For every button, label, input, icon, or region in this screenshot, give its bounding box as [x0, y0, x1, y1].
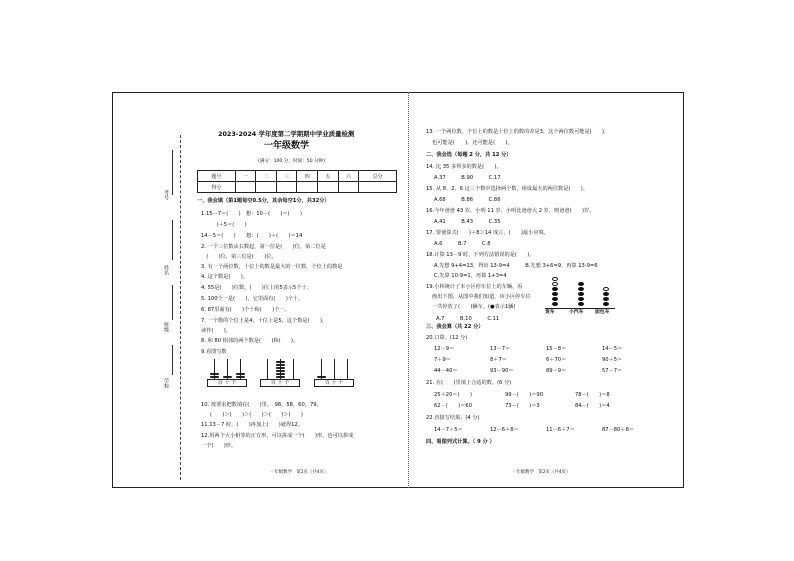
fill-item: 99－( )＝90 [505, 392, 543, 398]
fill-item: 25＋20＝( ) [434, 392, 472, 398]
section-3-heading: 三、我会算（共 22 分） [426, 324, 484, 330]
abacus-bead [236, 376, 245, 379]
question-16-options: A.41 B.43 C.35 [434, 219, 501, 225]
pictograph-marker [603, 302, 609, 306]
abacus-base [260, 379, 300, 387]
direct-item: 14－7＋5＝ [434, 427, 463, 433]
calc-item: 44－40＝ [434, 368, 458, 374]
pictograph-marker [552, 297, 558, 301]
question-22: 22.直接写结果。(4 分) [426, 415, 480, 421]
score-header-cell: 六 [338, 171, 359, 182]
direct-item: 12－6＋8＝ [490, 427, 519, 433]
question-20: 20.口算。(12 分) [426, 335, 468, 341]
question-18: 18.计算 13－9 时，下列方法错误的是( )。 [426, 252, 535, 258]
exam-subject: 一年级数学 [264, 141, 310, 151]
abacus-label: 个 [338, 380, 344, 386]
question-15-options: A.68 B.86 C.86 [434, 197, 501, 203]
abacus-label: 十 [331, 380, 337, 386]
abacus-base [314, 379, 354, 387]
pictograph-label: 货车 [545, 310, 555, 315]
question-line: 8. 和 80 相邻的两个数是( )和( )。 [201, 338, 299, 344]
abacus-label: 百 [217, 380, 223, 386]
binding-label-name: 姓名 [163, 265, 169, 275]
score-header-cell: 五 [318, 171, 339, 182]
question-line: 3. 有一个两位数，十位上的数是最大的一位数，个位上的数是 [201, 264, 343, 270]
abacus-bead [276, 361, 285, 364]
calc-item: 15－8＝ [546, 346, 567, 352]
question-19-line3: 一共停放了( )辆车。(●表示1辆) [432, 304, 516, 310]
abacus-rod [347, 359, 348, 379]
question-18-option-c: C.先算 10-9=1，再算 1+3=4 [434, 273, 507, 279]
abacus-bead [210, 373, 219, 376]
pictograph-marker [578, 282, 584, 286]
pictograph-marker [603, 292, 609, 296]
section-1-heading: 一、我会填（第1题每空0.5分，其余每空1分，共32分） [197, 198, 330, 204]
score-header-cell: 三 [276, 171, 297, 182]
direct-item: 11－6＋7＝ [546, 427, 575, 433]
question-19-options: A.7 B.10 C.11 [436, 316, 500, 322]
question-13-cont: 也可能是( )，还可能是( )。 [432, 140, 513, 146]
binding-line-exam-number [172, 150, 173, 195]
binding-label-class: 班级 [163, 322, 169, 332]
pictograph-baseline [545, 308, 615, 309]
binding-label-exam-number: 考号 [163, 190, 169, 200]
section-4-heading: 四、看图列式计算。（ 9 分 ） [426, 439, 495, 445]
question-17-options: A.6 B.7 C.8 [434, 241, 491, 247]
pictograph-marker [552, 292, 558, 296]
abacus-rod [293, 359, 294, 379]
pictograph-label: 面包车 [595, 310, 610, 315]
binding-label-school: 学校 [163, 378, 169, 388]
score-input-cell[interactable] [297, 182, 318, 193]
abacus-rod [267, 359, 268, 379]
score-row-label: 得分 [198, 182, 236, 193]
question-19: 19.小林统计了本小区停车位上的车辆，看 [426, 284, 523, 290]
question-15: 15. 从 8、2、6 这三个数中选择两个数，组成最大的两位数是( )。 [426, 186, 589, 192]
question-10: 10. 按要求把数填在( )里。 98，58，60，79， [201, 402, 322, 408]
calc-item: 57－7＝ [602, 368, 623, 374]
score-input-cell[interactable] [338, 182, 359, 193]
question-14-options: A.37 B.90 C.17 [434, 175, 501, 181]
abacus-picture [314, 357, 354, 387]
abacus-bead [317, 376, 326, 379]
fill-item: 78－( )＝8 [575, 392, 610, 398]
score-table-header-row [198, 171, 397, 182]
score-input-cell[interactable] [256, 182, 277, 193]
question-line: 2. 一个三位数从右数起，第一位是( )位，第二位是 [201, 244, 326, 250]
score-header-cell: 总分 [359, 171, 397, 182]
score-input-cell[interactable] [359, 182, 397, 193]
pictograph-marker [578, 292, 584, 296]
pictograph-marker [603, 287, 609, 291]
abacus-label: 百 [270, 380, 276, 386]
calc-item: 14－5＝ [602, 346, 623, 352]
question-line: 读作( )。 [201, 328, 231, 334]
direct-item: 87－80＋8＝ [602, 427, 635, 433]
binding-line-class [172, 285, 173, 320]
pictograph-marker [552, 287, 558, 291]
pictograph-marker [578, 302, 584, 306]
abacus-label: 个 [284, 380, 290, 386]
calc-item: 12－9＝ [434, 346, 455, 352]
calc-item: 13－7＝ [490, 346, 511, 352]
question-11: 11.13－7 时，( )再加上( )就得12。 [201, 422, 303, 428]
question-line: 5. 100个一是( )，它里面有( )个十。 [201, 296, 304, 302]
abacus-base [207, 379, 247, 387]
binding-line-name [172, 220, 173, 260]
score-header-cell: 四 [297, 171, 318, 182]
abacus-bead [276, 373, 285, 376]
abacus-bead [276, 376, 285, 379]
question-13: 13. 一个两位数，个位上的数是十位上的数的差是3，这个两位数可能是( )， [426, 129, 610, 135]
pictograph-marker [603, 297, 609, 301]
question-16: 16.今年爸爸 43 岁，小明 11 岁，小明比爸爸大 2 岁，则爸爸( )岁。 [426, 208, 595, 214]
question-line: 6. 87里面有( )个十和( )个一。 [201, 307, 290, 313]
question-line: 4. 55是( )位数，( )位上的5表示5个十。 [201, 285, 312, 291]
question-line: 9.看图写数 [201, 349, 227, 355]
abacus-label: 个 [231, 380, 237, 386]
page-footer-right: 一年级数学 第2页（共4页） [512, 470, 571, 475]
question-14: 14. 比 35 多得多的数是( )。 [426, 164, 502, 170]
score-header-cell: 题号 [198, 171, 236, 182]
parking-pictograph [545, 275, 615, 317]
question-18-options-ab: A.先想 9+4=13，得出 13-9=4 B.先想 3+6=9，再算 13-9=6 [434, 263, 598, 269]
pictograph-marker [578, 297, 584, 301]
question-12: 12.用两个大小相等的正方形，可以拼成一个( )形，也可以拼成 [201, 433, 354, 439]
pictograph-marker [578, 287, 584, 291]
score-table-score-row [198, 182, 397, 193]
question-line: 7. 一个数的个位上是4，十位上是5，这个数是( )， [201, 318, 328, 324]
question-line: 1.15－7＝( ) 想：10－( )＝( ) [201, 211, 303, 217]
abacus-label: 百 [324, 380, 330, 386]
score-table [197, 170, 397, 193]
abacus-bead [276, 367, 285, 370]
question-line: 14－5＝( ) 想：( )＋( )＝14 [201, 233, 303, 239]
abacus-bead [223, 376, 232, 379]
abacus-bead [236, 373, 245, 376]
calc-item: 90＋5＝ [602, 357, 623, 363]
question-12-cont: 一个( )形。 [201, 443, 237, 449]
score-input-cell[interactable] [318, 182, 339, 193]
fill-item: 73－( )＝3 [505, 403, 540, 409]
abacus-label: 十 [224, 380, 230, 386]
fill-item: 62－( )＝60 [434, 403, 472, 409]
question-10-blanks: ( )＞( )＞( )＞( )＞( ) [210, 412, 303, 418]
pictograph-marker [552, 302, 558, 306]
pictograph-marker [552, 282, 558, 286]
question-19-line2: 画出下图，从图中我们知道，该小区停车位 [432, 294, 531, 300]
fill-item: 84－( )＝4 [575, 403, 610, 409]
score-input-cell[interactable] [235, 182, 256, 193]
page-divider [408, 92, 410, 488]
binding-dashed-line [180, 135, 181, 480]
calc-item: 7＋9＝ [434, 357, 451, 363]
question-line: ( )位，第三位是( )位。 [201, 254, 277, 260]
exam-note: (满分：100 分，时间：50 分钟) [258, 159, 326, 164]
exam-title: 2023-2024 学年度第二学期期中学业质量检测 [218, 130, 355, 138]
calc-item: 93－90＝ [490, 368, 514, 374]
abacus-label: 十 [277, 380, 283, 386]
score-header-cell: 一 [235, 171, 256, 182]
question-21: 21. 在( )里填上合适的数。(6 分) [426, 380, 512, 386]
calc-item: 89－9＝ [546, 368, 567, 374]
abacus-picture [207, 357, 247, 387]
score-input-cell[interactable] [276, 182, 297, 193]
pictograph-label: 小汽车 [569, 310, 584, 315]
abacus-bead [276, 364, 285, 367]
abacus-picture [260, 357, 300, 387]
binding-line-school [172, 345, 173, 375]
calc-item: 6＋70＝ [546, 357, 567, 363]
page-footer-left: 一年级数学 第1页（共4页） [270, 470, 329, 475]
question-17: 17. 要使算式( )＋8＞14 成立，( )最小应填。 [426, 230, 549, 236]
question-line: )＋5＝( ) [201, 222, 247, 228]
section-2-heading: 二、我会选（每题 2 分，共 12 分） [426, 152, 512, 158]
pictograph-marker [552, 277, 558, 281]
abacus-bead [210, 376, 219, 379]
abacus-rod [334, 359, 335, 379]
calc-item: 8＋7＝ [490, 357, 507, 363]
abacus-bead [276, 370, 285, 373]
score-header-cell: 二 [256, 171, 277, 182]
question-line: 4. 这个数是( )。 [201, 274, 248, 280]
